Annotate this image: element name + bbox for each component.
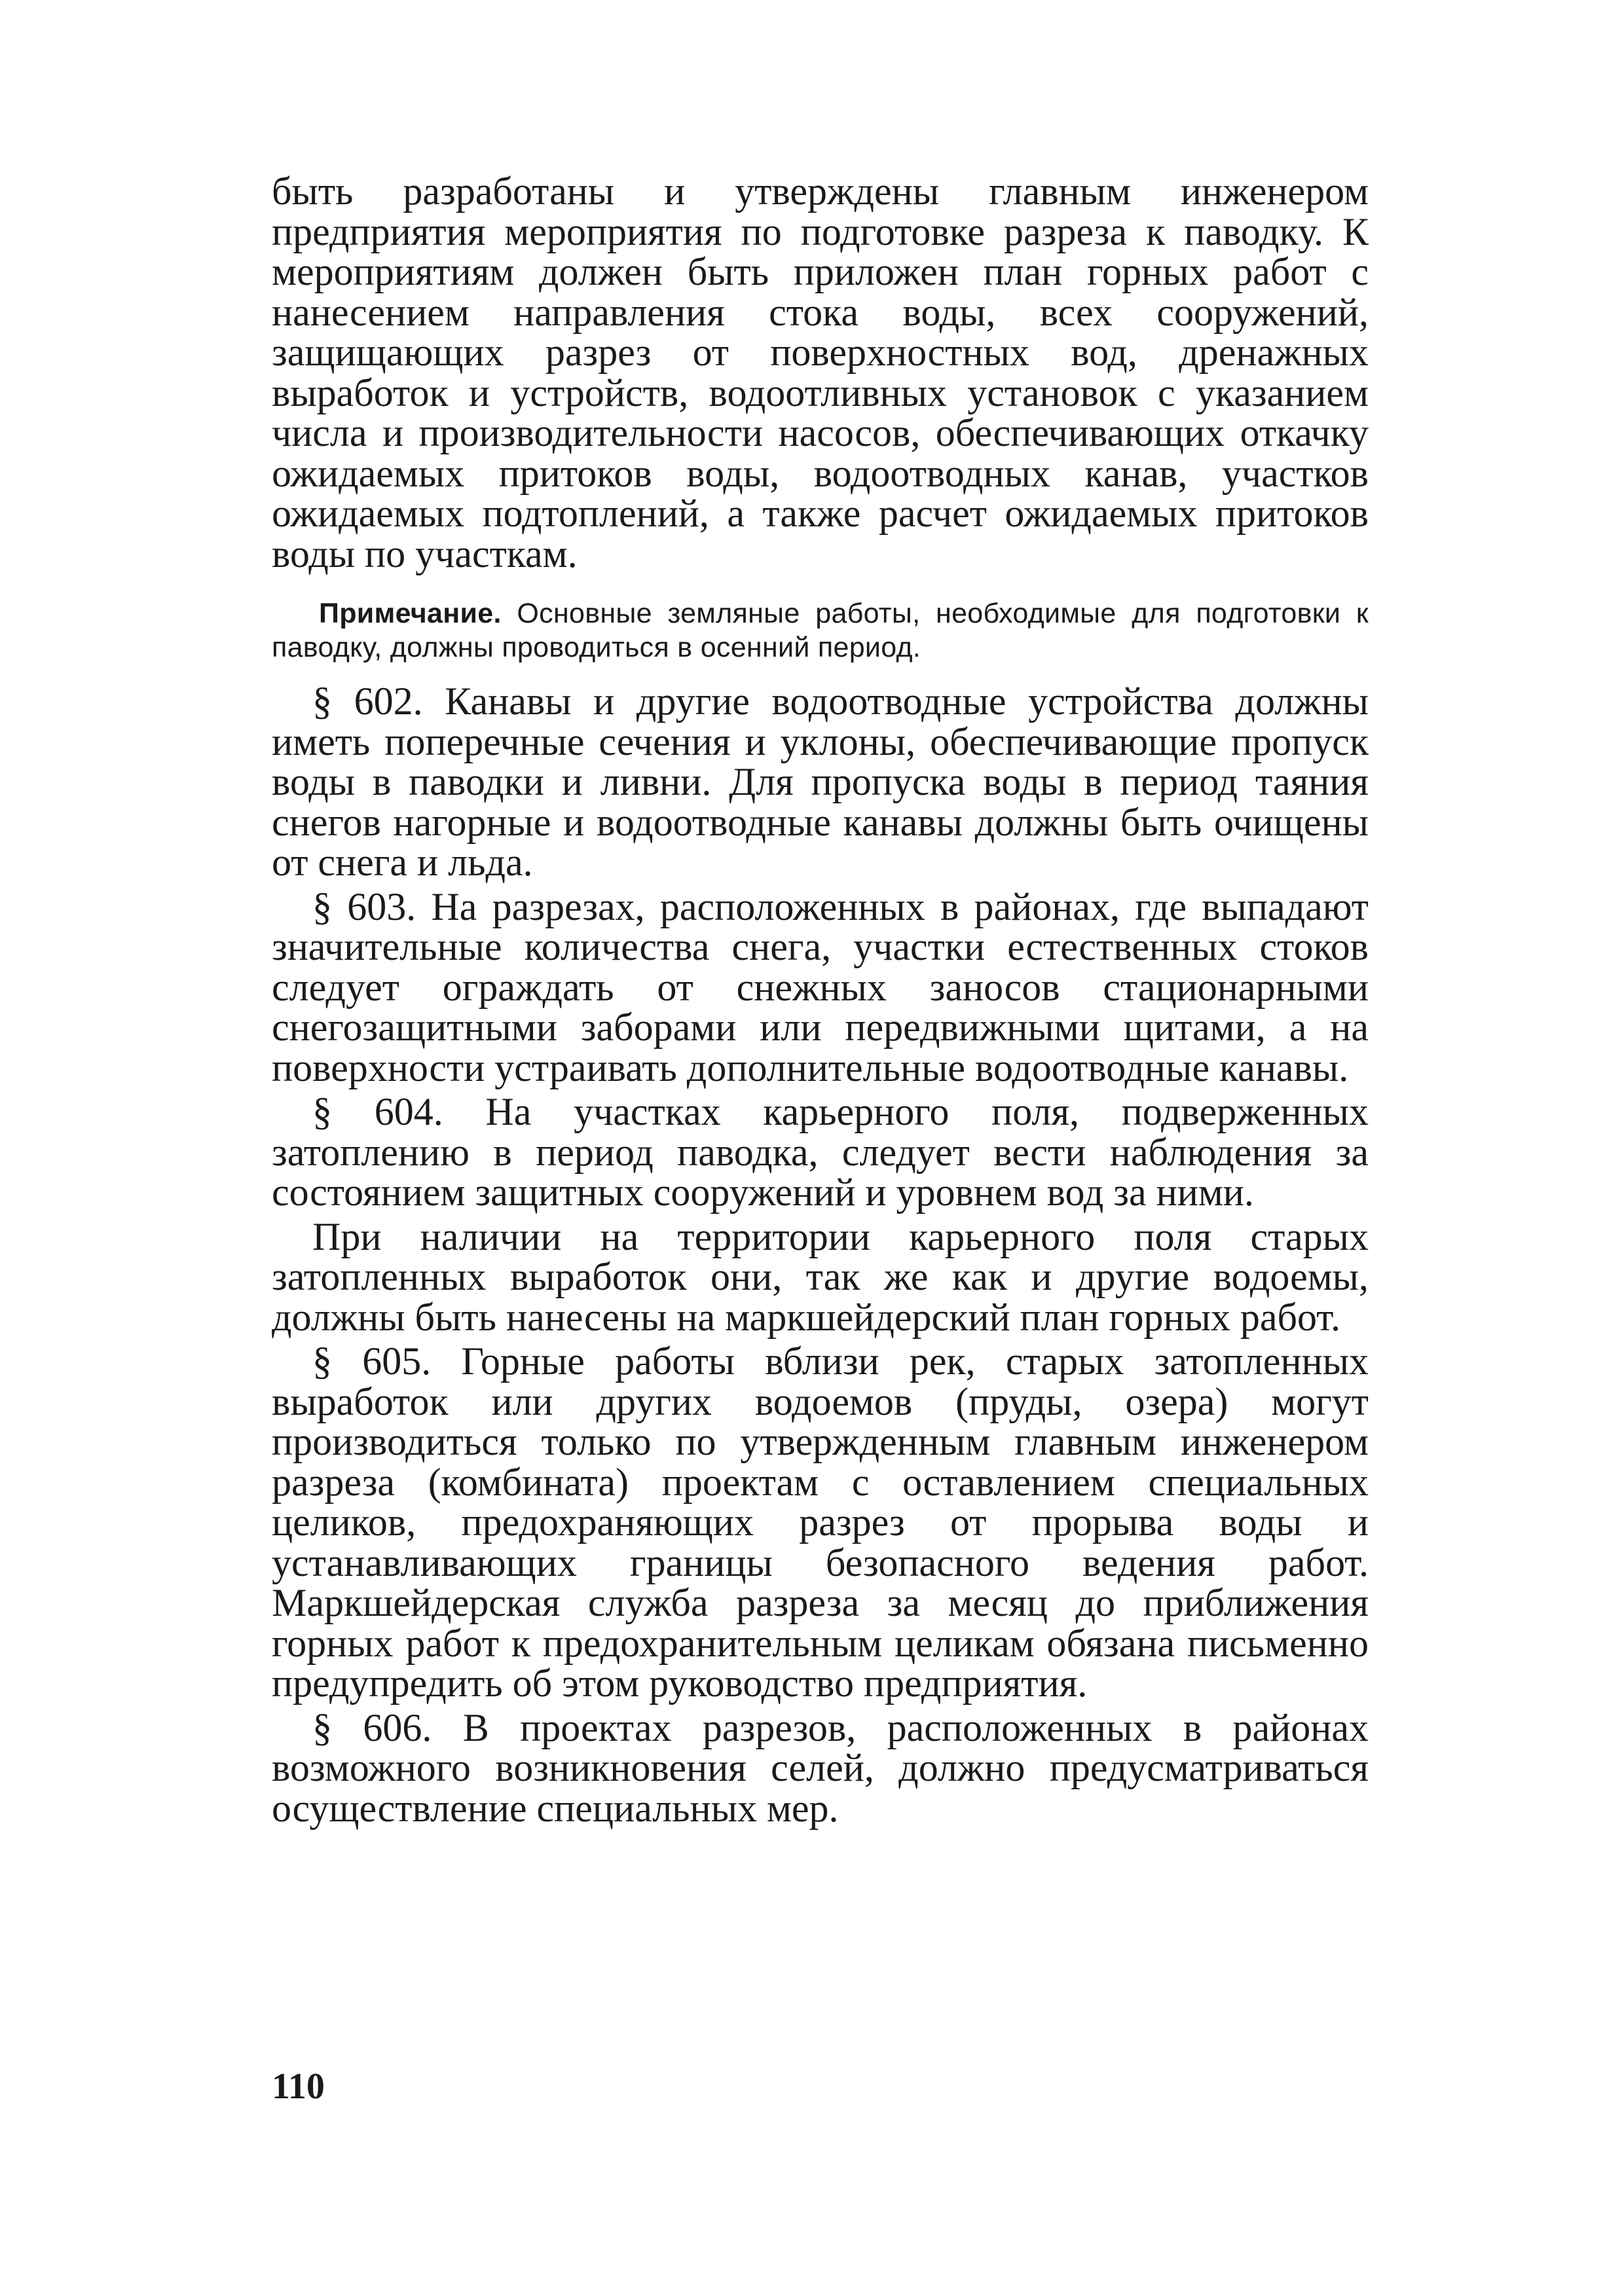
note-text: Основные земляные работы, необходимые для подготовки к паводку, должны проводиться в осенний период. — [272, 598, 1369, 663]
note — [272, 596, 1369, 665]
section-605: § 605. Горные работы вблизи рек, старых затопленных выработок или других водоемов (пруды, озера) могут производиться только по утвержденным главным инженером разреза (комбината) проектам с оставлением специальных целиков, предохраняющих разрез от прорыва воды и устанавливающих границы безопасного ведения работ. Маркшейдерская служба разреза за месяц до приближения горных работ к предохранительным целикам обязана письменно предупредить об этом руководство предприятия. — [272, 1339, 1369, 1705]
section-606: § 606. В проектах разрезов, расположенных в районах возможного возникновения селей, должно предусматриваться осуществление специальных мер. — [272, 1705, 1369, 1830]
section-603: § 603. На разрезах, расположенных в районах, где выпадают значительные количества снега, участки естественных стоков следует ограждать от снежных заносов стационарными снегозащитными заборами или передвижными щитами, а на поверхности устраивать дополнительные водоотводные канавы. — [272, 884, 1369, 1089]
note-label: Примечание. — [319, 598, 502, 629]
paragraph-intro: быть разработаны и утверждены главным инженером предприятия мероприятия по подготовке разреза к паводку. К мероприятиям должен быть приложен план горных работ с нанесением направления стока воды, всех сооружений, защищающих разрез от поверхностных вод, дренажных выработок и устройств, водоотливных установок с указанием числа и производительности насосов, обеспечивающих откачку ожидаемых притоков воды, водоотводных канав, участков ожидаемых подтоплений, а также расчет ожидаемых притоков воды по участкам. — [272, 170, 1369, 575]
section-604: § 604. На участках карьерного поля, подверженных затоплению в период паводка, следует вести наблюдения за состоянием защитных сооружений и уровнем вод за ними. — [272, 1090, 1369, 1214]
page-number: 110 — [272, 2066, 325, 2107]
section-602: § 602. Канавы и другие водоотводные устройства должны иметь поперечные сечения и уклоны, обеспечивающие пропуск воды в паводки и ливни. Для пропуска воды в период таяния снегов нагорные и водоотводные канавы должны быть очищены от снега и льда. — [272, 680, 1369, 884]
section-604-continued: При наличии на территории карьерного поля старых затопленных выработок они, так же как и другие водоемы, должны быть нанесены на маркшейдерский план горных работ. — [272, 1214, 1369, 1339]
page-body — [272, 172, 1369, 1829]
